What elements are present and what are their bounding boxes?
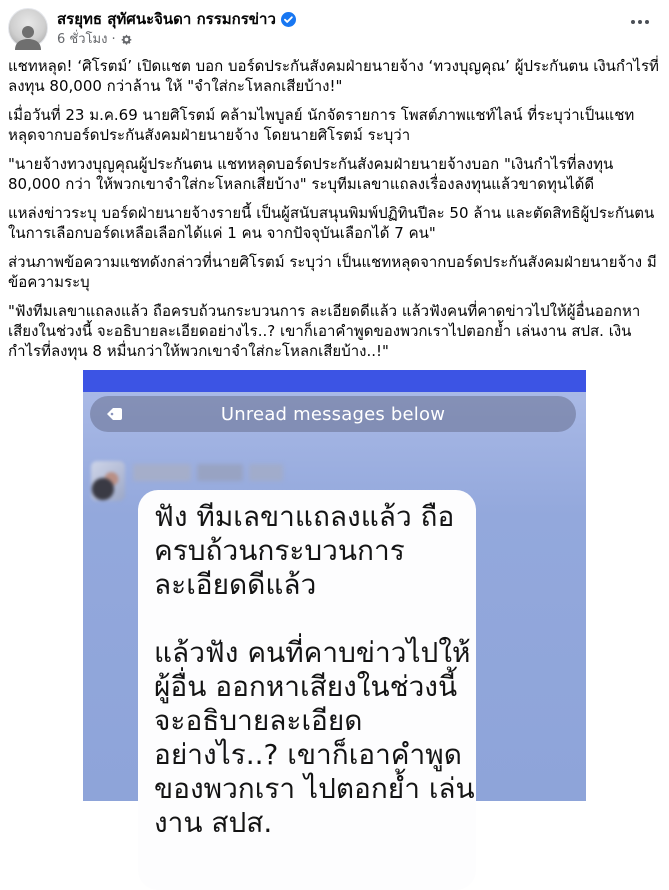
author-name[interactable]: สรยุทธ สุทัศนะจินดา กรรมกรข่าว (57, 10, 276, 28)
chat-message-bubble (138, 490, 476, 890)
chat-sender-name-blurred (133, 464, 283, 481)
blur-block (249, 464, 283, 481)
chat-message-line: ละเอียดดีแล้ว (154, 568, 317, 601)
chat-message-line: อย่างไร..? เขาก็เอาคำพูด (154, 738, 462, 771)
post-paragraph: ส่วนภาพข้อความแชทดังกล่าวที่นายศิโรตม์ ระบุว่า เป็นแชทหลุดจากบอร์ดประกันสังคมฝ่ายนายจ้าง มีข้อความระบุ (8, 253, 657, 291)
chat-message-line: ของพวกเรา ไปตอกย้ำ เล่น (154, 772, 475, 805)
chat-message-line: ครบถ้วนกระบวนการ (154, 534, 405, 567)
post-paragraph: "นายจ้างทวงบุญคุณผู้ประกันตน แชทหลุดบอร์ดประกันสังคมฝ่ายนายจ้างบอก "เงินกำไรที่ลงทุน 80,000 กว่า ให้พวกเขาจำใส่กะโหลกเสียบ้าง" ระบุทีมเลขาแถลงเรื่องลงทุนแล้วขาดทุนได้ดี (8, 155, 614, 193)
unread-banner-label: Unread messages below (220, 403, 446, 425)
chat-message-line: จะอธิบายละเอียด (154, 704, 363, 737)
chat-message-line: ผู้อื่น ออกหาเสียงในช่วงนี้ (154, 670, 458, 703)
chat-message-line: แล้วฟัง คนที่คาบข่าวไปให้ (154, 636, 471, 669)
chat-background (83, 392, 586, 839)
dot-icon (645, 20, 649, 24)
dot-icon (631, 20, 635, 24)
post-header (0, 0, 669, 52)
post-body (0, 52, 669, 361)
verified-badge-icon (281, 12, 296, 27)
chat-app-top-bar (83, 370, 586, 392)
dot-icon (638, 20, 642, 24)
post-meta (57, 31, 296, 48)
tag-icon (107, 407, 123, 421)
header-text (57, 8, 296, 48)
chat-message-line (154, 602, 458, 636)
chat-message-line: งาน สปส. (154, 806, 273, 839)
meta-separator: · (111, 32, 116, 47)
author-avatar[interactable] (8, 8, 48, 48)
post-paragraph: เมื่อวันที่ 23 ม.ค.69 นายศิโรตม์ คล้ามไพบูลย์ นักจัดรายการ โพสต์ภาพแชท์ไลน์ ที่ระบุว่าเป็นแชทหลุดจากบอร์ดประกันสังคมฝ่ายนายจ้าง โดยนายศิโรตม์ ระบุว่า (8, 106, 635, 144)
chat-message-line: ฟัง ทีมเลขาแถลงแล้ว ถือ (154, 500, 455, 533)
blur-block (133, 464, 191, 481)
person-silhouette-icon (13, 24, 43, 50)
blur-block (197, 464, 243, 481)
chat-sender-avatar-blurred (91, 461, 125, 501)
post-paragraph: แชทหลุด! ‘ศิโรตม์’ เปิดแชต บอก บอร์ดประกันสังคมฝ่ายนายจ้าง ‘ทวงบุญคุณ’ ผู้ประกันตน เงินกำไรที่ลงทุน 80,000 กว่าล้าน ให้ "จำใส่กะโหลกเสียบ้าง!" (8, 57, 659, 95)
attached-chat-screenshot[interactable] (83, 370, 586, 839)
post-paragraph: "ฟังทีมเลขาแถลงแล้ว ถือครบถ้วนกระบวนการ ละเอียดดีแล้ว แล้วฟังคนที่คาดข่าวไปให้ผู้อื่นออกหาเสียงในช่วงนี้ จะอธิบายละเอียดอย่างไร..? เขาก็เอาคำพูดของพวกเราไปตอกย้ำ เล่นงาน สปส. เงินกำไรที่ลงทุน 8 หมื่นกว่าให้พวกเขาจำใส่กะโหลกเสียบ้าง..!" (8, 302, 641, 360)
more-options-button[interactable] (629, 14, 651, 30)
gear-icon (120, 33, 133, 46)
timestamp[interactable]: 6 ชั่วโมง (57, 32, 108, 47)
post-paragraph: แหล่งข่าวระบุ บอร์ดฝ่ายนายจ้างรายนี้ เป็นผู้สนับสนุนพิมพ์ปฏิทินปีละ 50 ล้าน และตัดสิทธิผู้ประกันตนในการเลือกบอร์ดเหลือเลือกได้แค่ 1 คน จากปัจจุบันเลือกได้ 7 คน" (8, 204, 655, 242)
unread-messages-banner (90, 396, 576, 432)
